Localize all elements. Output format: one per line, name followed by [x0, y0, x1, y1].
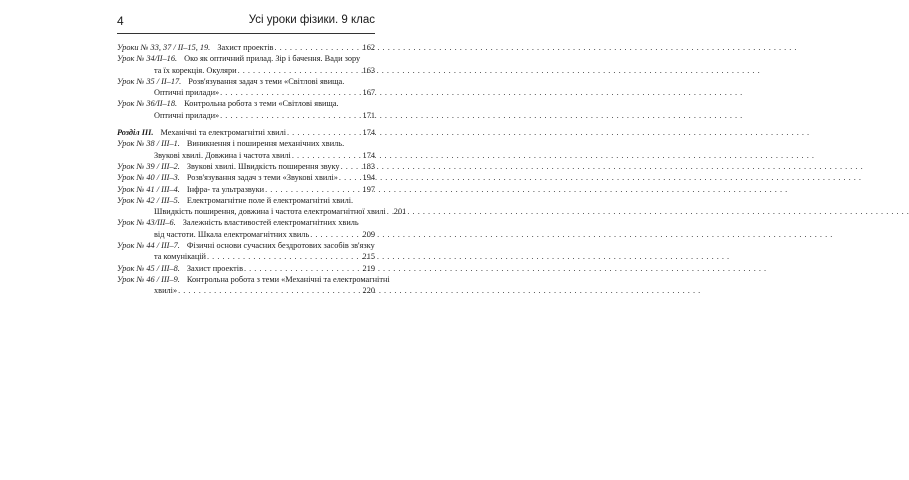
toc-entry: [117, 240, 375, 263]
toc-entry-title: Звукові хвилі. Довжина і частота хвилі: [154, 150, 291, 160]
toc-entry-title: Оптичні прилади»: [154, 88, 220, 98]
toc-entry-title: хвилі»: [154, 286, 178, 296]
toc-line: [117, 184, 375, 195]
header-rule: [117, 33, 375, 34]
toc-entry-title: Захист проектів: [217, 43, 274, 52]
toc-separator: [179, 53, 181, 64]
toc-dot-leader: [310, 229, 361, 240]
toc-separator: [182, 240, 184, 251]
toc-entry-label: Урок № 35 / ІІ–17.: [117, 76, 182, 86]
toc-line: [117, 217, 375, 228]
toc-page-number: 167: [362, 88, 375, 98]
toc-dot-leader: [207, 251, 362, 262]
toc-page-number: 215: [362, 252, 375, 262]
toc-entry: [117, 161, 375, 172]
toc-entry-title: від частоти. Шкала електромагнітних хвиль: [154, 229, 310, 239]
toc-line: [117, 65, 375, 76]
toc-dot-leader: [287, 127, 362, 138]
toc-entry: [117, 274, 390, 297]
toc-entry-title: Оптичні прилади»: [154, 110, 220, 120]
toc-entry-title: Захист проектів: [186, 263, 243, 273]
toc-separator: [182, 263, 184, 274]
toc-page-number: 209: [362, 229, 375, 239]
toc-line: [117, 229, 375, 240]
toc-dot-leader: [220, 87, 361, 98]
toc-page-number: 197: [362, 184, 375, 194]
toc-entry-label: Урок № 41 / ІІІ–4.: [117, 184, 180, 194]
toc-entry: [117, 138, 375, 161]
toc-separator: [182, 195, 184, 206]
toc-line: [117, 263, 375, 274]
toc-line: [117, 98, 375, 109]
toc-line: [117, 42, 375, 53]
toc-entry-label: Урок № 38 / ІІІ–1.: [117, 139, 180, 149]
toc-page-number: 171: [362, 110, 375, 120]
toc-entry-title: та їх корекція. Окуляри: [154, 65, 237, 75]
toc-section-entry: [117, 127, 375, 138]
toc-dot-leader: [341, 161, 362, 172]
toc-page-number: 163: [362, 65, 375, 75]
toc-separator: [182, 274, 184, 285]
page-header: [117, 14, 375, 30]
toc-entry-title: Інфра- та ультразвуки: [186, 184, 265, 194]
toc-entry-title: Швидкість поширення, довжина і частота електромагнітної хвилі: [154, 207, 386, 217]
toc-entry-title: Залежність властивостей електромагнітних хвиль: [182, 218, 359, 228]
toc-line: [117, 195, 375, 206]
toc-entry-label: Розділ ІІІ.: [117, 128, 154, 138]
toc-dot-leader: [244, 263, 362, 274]
toc-entry-label: Урок № 43/ІІІ–6.: [117, 218, 176, 228]
toc-separator: [182, 172, 184, 183]
toc-separator: [182, 138, 184, 149]
toc-line: [117, 138, 375, 149]
toc-line: [117, 161, 375, 172]
toc-entry-label: Урок № 36/ІІ–18.: [117, 99, 178, 109]
toc-entry-title: Механічні та електромагнітні хвилі: [160, 128, 287, 138]
toc-separator: [179, 98, 181, 109]
toc-line: [117, 53, 375, 64]
toc-entry: [117, 53, 375, 76]
toc-dot-leader: [292, 150, 362, 161]
toc-line: [117, 274, 390, 285]
toc-entry-title: Контрольна робота з теми «Механічні та електромагнітні: [186, 274, 390, 284]
toc-entry-label: Урок № 45 / ІІІ–8.: [117, 263, 180, 273]
toc-entry-label: Урок № 44 / ІІІ–7.: [117, 241, 180, 251]
toc-entry-label: Урок № 40 / ІІІ–3.: [117, 173, 180, 183]
toc-line: [117, 206, 407, 217]
toc-entry-title: Око як оптичний прилад. Зір і бачення. Вади зору: [184, 54, 361, 64]
toc-line: [117, 150, 375, 161]
toc-entry: [117, 184, 375, 195]
toc-page-number: 174: [362, 150, 375, 160]
toc-entry: [117, 217, 375, 240]
toc-line: [117, 240, 375, 251]
toc-dot-leader: [238, 65, 362, 76]
toc-separator: [155, 127, 157, 138]
toc-page-number: 174: [362, 128, 375, 138]
toc-entry-label: Урок № 34/ІІ–16.: [117, 54, 178, 64]
toc-line: [117, 127, 375, 138]
toc-entry-label: Урок № 46 / ІІІ–9.: [117, 274, 180, 284]
toc-separator: [182, 184, 184, 195]
toc-entry-title: Контрольна робота з теми «Світлові явища.: [184, 99, 339, 109]
toc-entry-label: Уроки № 33, 37 / ІІ–15, 19.: [117, 43, 211, 52]
toc-page-number: 194: [362, 173, 375, 183]
toc-entry: [117, 98, 375, 121]
toc-entry-label: Урок № 42 / ІІІ–5.: [117, 195, 180, 205]
toc-separator: [212, 42, 214, 53]
toc-page-number: 219: [362, 263, 375, 273]
toc-entry-label: Урок № 39 / ІІІ–2.: [117, 161, 180, 171]
toc-dot-leader: [387, 206, 393, 217]
toc-page-number: 220: [362, 286, 375, 296]
toc-entry-title: Розв'язування задач з теми «Звукові хвилі»: [186, 173, 338, 183]
toc-page-number: 162: [362, 43, 375, 52]
toc-dot-leader: [220, 110, 361, 121]
toc-entry: [117, 195, 407, 218]
toc-separator: [183, 76, 185, 87]
toc-separator: [182, 161, 184, 172]
toc-separator: [178, 217, 180, 228]
toc-line: [117, 285, 375, 296]
toc-entry-title: Розв'язування задач з теми «Світлові явища.: [188, 76, 345, 86]
toc-line: [117, 172, 375, 183]
toc-entry-title: та комунікацій: [154, 252, 207, 262]
toc-page-number: 201: [393, 207, 407, 217]
toc-entry-title: Звукові хвилі. Швидкість поширення звуку: [186, 161, 340, 171]
toc-page-number: 183: [362, 161, 375, 171]
table-of-contents: [117, 42, 407, 297]
toc-dot-leader: [178, 285, 361, 296]
toc-dot-leader: [265, 184, 361, 195]
toc-entry-title: Виникнення і поширення механічних хвиль.: [186, 139, 345, 149]
toc-dot-leader: [274, 42, 361, 53]
running-title: Усі уроки фізики. 9 клас: [248, 14, 375, 26]
toc-line: [117, 87, 375, 98]
toc-dot-leader: [339, 172, 362, 183]
toc-entry-title: Фізичні основи сучасних бездротових засобів зв'язку: [186, 241, 375, 251]
toc-entry-title: Електромагнітне поле й електромагнітні хвилі.: [186, 195, 354, 205]
toc-entry: [117, 42, 375, 53]
toc-line: [117, 76, 375, 87]
toc-entry: [117, 172, 375, 183]
toc-line: [117, 110, 375, 121]
toc-entry: [117, 76, 375, 99]
toc-entry: [117, 263, 375, 274]
toc-line: [117, 251, 375, 262]
page-number: 4: [117, 14, 124, 28]
